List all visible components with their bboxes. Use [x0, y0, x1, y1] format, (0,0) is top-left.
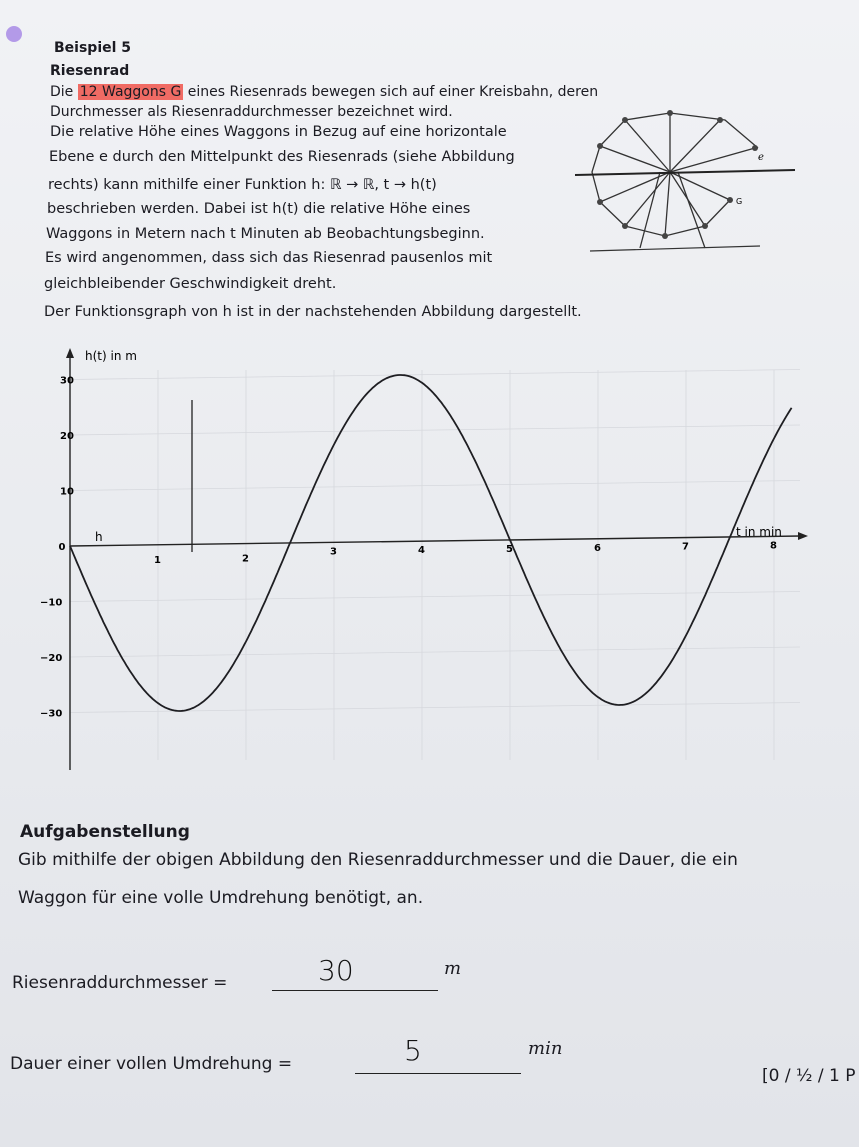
duration-unit: min — [528, 1038, 563, 1059]
curve-label: h — [95, 530, 103, 544]
x-tick-label: 6 — [594, 542, 601, 554]
highlighted-phrase: 12 Waggons G — [79, 84, 182, 100]
x-tick-label: 8 — [770, 540, 777, 552]
y-tick-label: 20 — [60, 431, 74, 442]
y-tick-label: 30 — [60, 375, 74, 387]
y-tick-labels — [40, 376, 74, 720]
diameter-answer[interactable]: 30 — [318, 954, 354, 987]
duration-answer-line[interactable] — [355, 1073, 521, 1074]
intro-line-1 — [50, 84, 598, 100]
punch-hole-mark — [6, 26, 22, 42]
grid-line-y — [70, 425, 800, 435]
example-label: Beispiel 5 — [54, 40, 132, 56]
paragraph-line-1: Die relative Höhe eines Waggons in Bezug auf eine horizontale — [50, 124, 507, 140]
grid-line-y — [70, 480, 800, 490]
wheel-rim — [670, 113, 758, 148]
grid-line-y — [70, 591, 800, 601]
y-tick-label: 0 — [58, 542, 66, 553]
x-axis-arrow — [798, 532, 808, 540]
intro-line-2: Durchmesser als Riesenraddurchmesser bezeichnet wird. — [50, 104, 453, 120]
score-box: [0 / ½ / 1 P — [762, 1066, 856, 1086]
paragraph-line-5: Waggons in Metern nach t Minuten ab Beobachtungsbeginn. — [46, 226, 485, 242]
y-tick-label: −20 — [40, 653, 63, 664]
ferris-wheel-figure — [570, 108, 800, 268]
intro-text: Die — [50, 84, 78, 100]
y-axis-arrow — [66, 348, 74, 358]
y-tick-label: 10 — [60, 486, 74, 498]
task-heading: Aufgabenstellung — [20, 822, 190, 842]
graph-grid — [70, 369, 800, 760]
duration-answer[interactable]: 5 — [404, 1034, 422, 1067]
x-tick-label: 7 — [682, 541, 689, 553]
graph-intro: Der Funktionsgraph von h ist in der nachstehenden Abbildung dargestellt. — [44, 304, 582, 320]
ground-line — [590, 246, 760, 251]
paragraph-line-7: gleichbleibender Geschwindigkeit dreht. — [44, 276, 337, 292]
grid-line-y — [70, 369, 800, 379]
intro-text-rest: eines Riesenrads bewegen sich auf einer Kreisbahn, deren — [183, 84, 599, 100]
duration-label: Dauer einer vollen Umdrehung = — [10, 1054, 293, 1074]
label-e: e — [758, 152, 764, 163]
diameter-unit: m — [444, 958, 462, 979]
x-tick-label: 4 — [418, 545, 425, 557]
x-tick-label: 3 — [330, 546, 337, 558]
y-axis-label: h(t) in m — [85, 349, 137, 363]
x-tick-label: 5 — [506, 543, 513, 555]
paragraph-line-6: Es wird angenommen, dass sich das Riesenrad pausenlos mit — [45, 250, 493, 266]
paragraph-line-2: Ebene e durch den Mittelpunkt des Riesenrads (siehe Abbildung — [49, 149, 515, 165]
function-graph — [0, 340, 859, 780]
diameter-answer-line[interactable] — [272, 990, 438, 991]
diameter-label: Riesenraddurchmesser = — [12, 973, 228, 993]
x-axis-label: t in min — [736, 525, 782, 539]
plane-e-line — [575, 170, 795, 175]
example-title: Riesenrad — [50, 63, 130, 79]
x-axis — [70, 536, 800, 546]
task-line-2: Waggon für eine volle Umdrehung benötigt, an. — [18, 888, 424, 908]
label-g: G — [736, 197, 743, 206]
y-tick-label: −30 — [40, 708, 63, 720]
y-tick-label: −10 — [40, 597, 63, 609]
x-tick-label: 2 — [242, 553, 249, 565]
paragraph-line-4: beschrieben werden. Dabei ist h(t) die relative Höhe eines — [47, 201, 471, 217]
paragraph-line-3: rechts) kann mithilfe einer Funktion h: ℝ → ℝ, t → h(t) — [48, 177, 437, 193]
x-tick-label: 1 — [154, 554, 161, 566]
task-line-1: Gib mithilfe der obigen Abbildung den Riesenraddurchmesser und die Dauer, die ein — [18, 850, 738, 870]
grid-line-y — [70, 647, 800, 657]
